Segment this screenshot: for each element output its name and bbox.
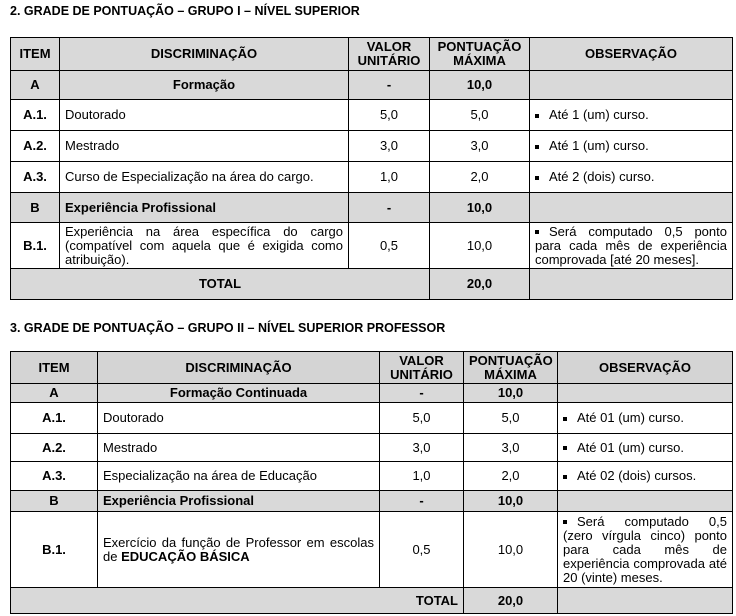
column-header-pontuacao-maxima (430, 38, 530, 71)
max-score-text: 10,0 (466, 237, 493, 253)
column-header-item (11, 38, 60, 71)
item-code (11, 100, 60, 131)
unit-value (349, 71, 430, 100)
description-text: Doutorado (65, 107, 126, 122)
item-code-text: A.1. (23, 107, 47, 122)
column-header-discriminacao-text: DISCRIMINAÇÃO (185, 359, 292, 375)
unit-value-text: - (419, 385, 424, 400)
table-row (11, 462, 733, 491)
max-score-text: 10,0 (497, 385, 524, 400)
observation (530, 162, 733, 193)
description-text: Doutorado (103, 410, 164, 425)
max-score-text: 5,0 (470, 107, 489, 122)
item-code-text: A.3. (42, 468, 66, 483)
description-text: Especialização na área de Educação (103, 468, 317, 483)
bullet-icon (535, 114, 539, 118)
description (60, 223, 349, 269)
max-score-text: 10,0 (466, 77, 493, 92)
observation (530, 131, 733, 162)
max-score (464, 491, 558, 512)
item-code-text: B (49, 493, 59, 508)
description (98, 512, 380, 588)
column-header-pontuacao-maxima-text: PONTUAÇÃO MÁXIMA (437, 39, 522, 68)
category-name (60, 71, 349, 100)
total-row (11, 269, 733, 300)
max-score-text: 2,0 (501, 468, 520, 483)
total-label (11, 269, 430, 300)
unit-value-text: 5,0 (412, 410, 431, 425)
description (60, 131, 349, 162)
item-code (11, 403, 98, 434)
item-code-text: A.3. (23, 169, 47, 184)
column-header-valor-unitario-text: VALOR UNITÁRIO (390, 352, 453, 382)
item-code (11, 223, 60, 269)
observation-cell (530, 193, 733, 223)
category-row (11, 71, 733, 100)
unit-value (380, 491, 464, 512)
category-name-text: Formação (172, 77, 236, 92)
observation-cell (558, 491, 733, 512)
max-score-text: 3,0 (501, 439, 520, 455)
max-score-text: 10,0 (497, 493, 524, 508)
category-name (98, 491, 380, 512)
item-code-text: A.2. (23, 138, 47, 153)
column-header-item-text: ITEM (19, 46, 51, 61)
table-row (11, 403, 733, 434)
column-header-observacao-text: OBSERVAÇÃO (599, 359, 691, 375)
unit-value (380, 512, 464, 588)
bullet-icon (563, 475, 567, 479)
total-value-text: 20,0 (466, 276, 493, 291)
max-score (464, 434, 558, 462)
unit-value-text: 1,0 (412, 468, 431, 483)
unit-value (380, 434, 464, 462)
bullet-icon (535, 230, 539, 234)
observation-text: Será computado 0,5 ponto para cada mês de experiência comprovada [até 20 meses]. (535, 223, 727, 267)
item-code (11, 384, 98, 403)
max-score-text: 10,0 (466, 199, 493, 215)
column-header-valor-unitario (349, 38, 430, 71)
item-code (11, 162, 60, 193)
observation (530, 100, 733, 131)
unit-value-text: - (386, 199, 392, 215)
item-code-text: A.2. (42, 439, 66, 455)
observation-cell (558, 384, 733, 403)
category-row (11, 384, 733, 403)
category-row (11, 491, 733, 512)
section-3-title: 3. GRADE DE PONTUAÇÃO – GRUPO II – NÍVEL SUPERIOR PROFESSOR (10, 321, 446, 335)
section-2-title: 2. GRADE DE PONTUAÇÃO – GRUPO I – NÍVEL SUPERIOR (10, 4, 360, 18)
unit-value (349, 162, 430, 193)
max-score-text: 5,0 (501, 410, 520, 425)
total-value-text: 20,0 (497, 592, 524, 608)
item-code-text: A.1. (42, 410, 66, 425)
category-name (60, 193, 349, 223)
unit-value-text: - (419, 493, 424, 508)
bullet-icon (535, 176, 539, 180)
observation (530, 223, 733, 269)
table-row (11, 100, 733, 131)
total-value (464, 588, 558, 614)
column-header-valor-unitario (380, 352, 464, 384)
observation-text: Até 01 (um) curso. (577, 410, 684, 425)
max-score (464, 462, 558, 491)
bullet-icon (535, 145, 539, 149)
unit-value-text: 3,0 (379, 138, 399, 153)
observation-text: Até 02 (dois) cursos. (577, 468, 697, 483)
column-header-discriminacao (60, 38, 349, 71)
unit-value (349, 223, 430, 269)
unit-value (349, 100, 430, 131)
unit-value-text: 0,5 (412, 541, 431, 557)
description (98, 462, 380, 491)
table-header-row (11, 38, 733, 71)
max-score-text: 3,0 (470, 138, 489, 153)
observation-text: Até 1 (um) curso. (549, 107, 649, 122)
observation-text: Até 2 (dois) curso. (549, 169, 655, 184)
category-name-text: Experiência Profissional (103, 493, 255, 508)
description (60, 162, 349, 193)
table-row (11, 434, 733, 462)
item-code-text: B (30, 199, 40, 215)
score-table-group-2 (10, 351, 733, 614)
description-text: Mestrado (103, 439, 158, 455)
column-header-pontuacao-maxima (464, 352, 558, 384)
table-row (11, 131, 733, 162)
unit-value (349, 193, 430, 223)
observation-text: Até 1 (um) curso. (549, 138, 649, 153)
total-value (430, 269, 530, 300)
unit-value (380, 462, 464, 491)
description-text: Experiência na área específica do cargo (compatível com aquela que é exigida como atribuição). (65, 223, 343, 267)
description (60, 100, 349, 131)
description-text: Mestrado (65, 138, 120, 153)
unit-value (380, 403, 464, 434)
item-code (11, 434, 98, 462)
unit-value (349, 131, 430, 162)
column-header-pontuacao-maxima-text: PONTUAÇÃO MÁXIMA (469, 352, 553, 382)
max-score-text: 2,0 (470, 169, 489, 184)
total-row (11, 588, 733, 614)
unit-value-text: 1,0 (379, 169, 399, 184)
max-score (430, 100, 530, 131)
item-code-text: B.1. (42, 541, 66, 557)
max-score (430, 131, 530, 162)
column-header-discriminacao (98, 352, 380, 384)
item-code (11, 491, 98, 512)
item-code-text: A (30, 77, 40, 92)
description (98, 434, 380, 462)
observation-text: Será computado 0,5 (zero vírgula cinco) ponto para cada mês de experiência comprovada até 20 (vinte) meses. (563, 513, 727, 585)
total-label (11, 588, 464, 614)
column-header-observacao (558, 352, 733, 384)
table-row (11, 512, 733, 588)
description-text: Exercício da função de Professor em escolas de (103, 534, 374, 564)
column-header-valor-unitario-text: VALOR UNITÁRIO (357, 39, 421, 68)
bullet-icon (563, 417, 567, 421)
total-label-text: TOTAL (198, 276, 242, 291)
observation (558, 434, 733, 462)
item-code (11, 71, 60, 100)
max-score (464, 512, 558, 588)
max-score (430, 223, 530, 269)
category-name (98, 384, 380, 403)
observation-cell (530, 71, 733, 100)
item-code-text: A (49, 385, 59, 400)
unit-value-text: - (386, 77, 392, 92)
description (98, 403, 380, 434)
category-row (11, 193, 733, 223)
table-row (11, 223, 733, 269)
unit-value (380, 384, 464, 403)
observation (558, 462, 733, 491)
max-score (464, 403, 558, 434)
max-score-text: 10,0 (497, 541, 524, 557)
observation (558, 512, 733, 588)
max-score (464, 384, 558, 403)
column-header-item-text: ITEM (38, 359, 70, 375)
category-name-text: Formação Continuada (169, 385, 308, 400)
observation (558, 403, 733, 434)
score-table-group-1 (10, 37, 733, 300)
unit-value-text: 5,0 (379, 107, 399, 122)
bullet-icon (563, 446, 567, 450)
unit-value-text: 3,0 (412, 439, 431, 455)
description-bold: EDUCAÇÃO BÁSICA (121, 548, 250, 564)
item-code (11, 512, 98, 588)
column-header-item (11, 352, 98, 384)
column-header-observacao (530, 38, 733, 71)
description-text: Curso de Especialização na área do cargo. (65, 169, 314, 184)
max-score (430, 71, 530, 100)
observation-cell (530, 269, 733, 300)
observation-cell (558, 588, 733, 614)
table-header-row (11, 352, 733, 384)
item-code (11, 131, 60, 162)
table-row (11, 162, 733, 193)
max-score (430, 193, 530, 223)
observation-text: Até 01 (um) curso. (577, 439, 684, 455)
item-code (11, 462, 98, 491)
category-name-text: Experiência Profissional (65, 199, 217, 215)
item-code (11, 193, 60, 223)
unit-value-text: 0,5 (379, 237, 399, 253)
bullet-icon (563, 520, 567, 524)
max-score (430, 162, 530, 193)
total-label-text: TOTAL (415, 592, 458, 608)
column-header-discriminacao-text: DISCRIMINAÇÃO (150, 46, 258, 61)
item-code-text: B.1. (23, 237, 47, 253)
column-header-observacao-text: OBSERVAÇÃO (585, 46, 677, 61)
